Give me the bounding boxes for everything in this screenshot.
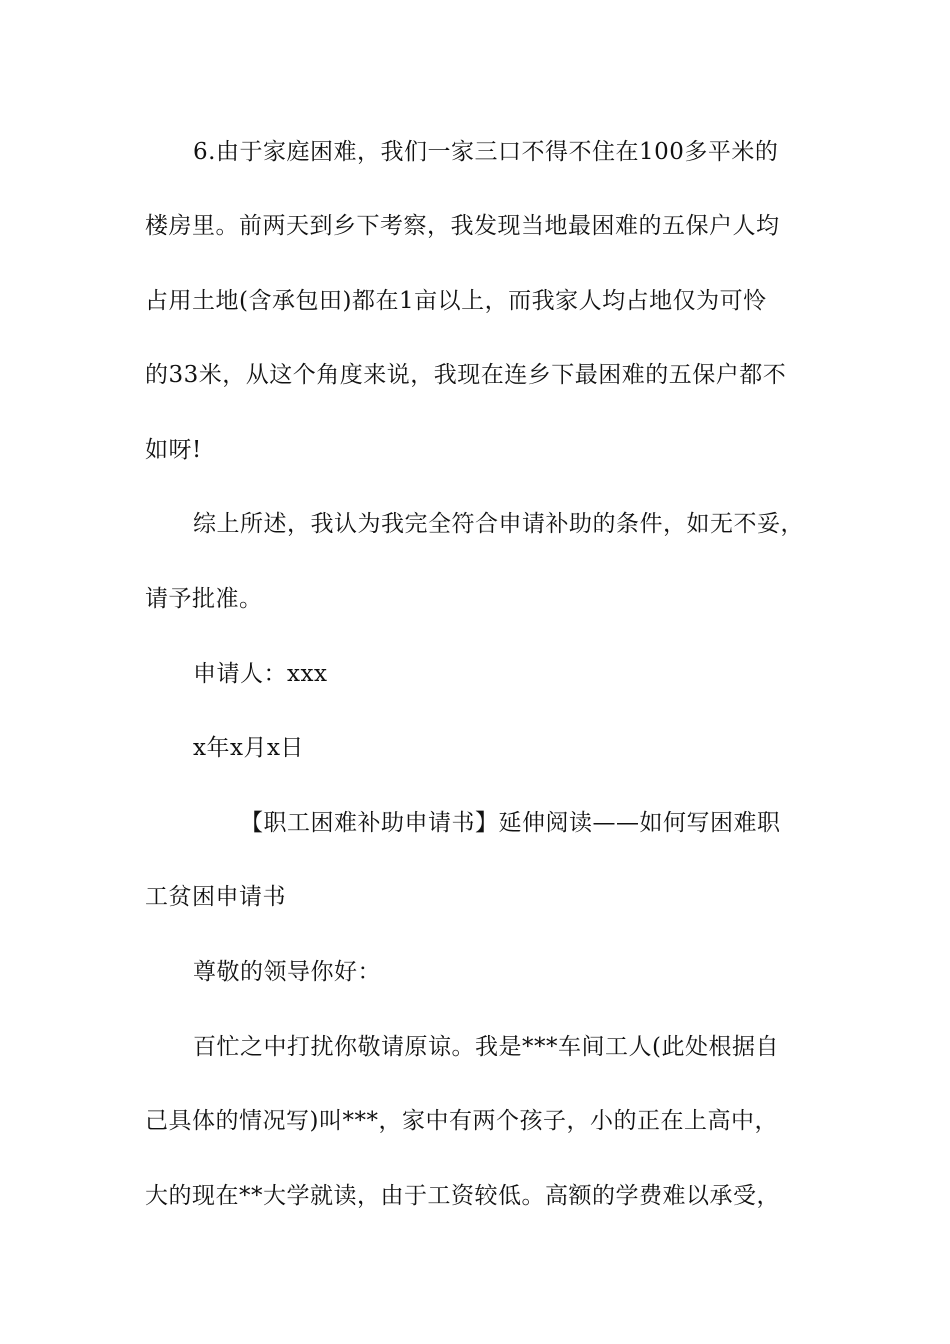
section-heading: 【职工困难补助申请书】延伸阅读——如何写困难职 xyxy=(240,810,781,836)
section-heading-continued: 工贫困申请书 xyxy=(145,884,286,910)
date-line: x年x月x日 xyxy=(193,735,304,761)
paragraph-line: 如呀! xyxy=(145,437,202,463)
paragraph-line: 己具体的情况写)叫***，家中有两个孩子，小的正在上高中， xyxy=(145,1108,778,1134)
paragraph-line: 百忙之中打扰你敬请原谅。我是***车间工人(此处根据自 xyxy=(193,1034,779,1060)
salutation: 尊敬的领导你好： xyxy=(193,959,381,985)
paragraph-line: 楼房里。前两天到乡下考察，我发现当地最困难的五保户人均 xyxy=(145,213,780,239)
paragraph-line: 的33米，从这个角度来说，我现在连乡下最困难的五保户都不 xyxy=(145,362,787,388)
applicant-line: 申请人：xxx xyxy=(193,661,328,687)
paragraph-line: 综上所述，我认为我完全符合申请补助的条件，如无不妥， xyxy=(193,511,804,537)
paragraph-line: 6.由于家庭困难，我们一家三口不得不住在100多平米的 xyxy=(193,139,779,165)
paragraph-line: 占用土地(含承包田)都在1亩以上，而我家人均占地仅为可怜 xyxy=(145,288,767,314)
paragraph-line: 请予批准。 xyxy=(145,586,263,612)
paragraph-line: 大的现在**大学就读，由于工资较低。高额的学费难以承受， xyxy=(145,1183,780,1209)
